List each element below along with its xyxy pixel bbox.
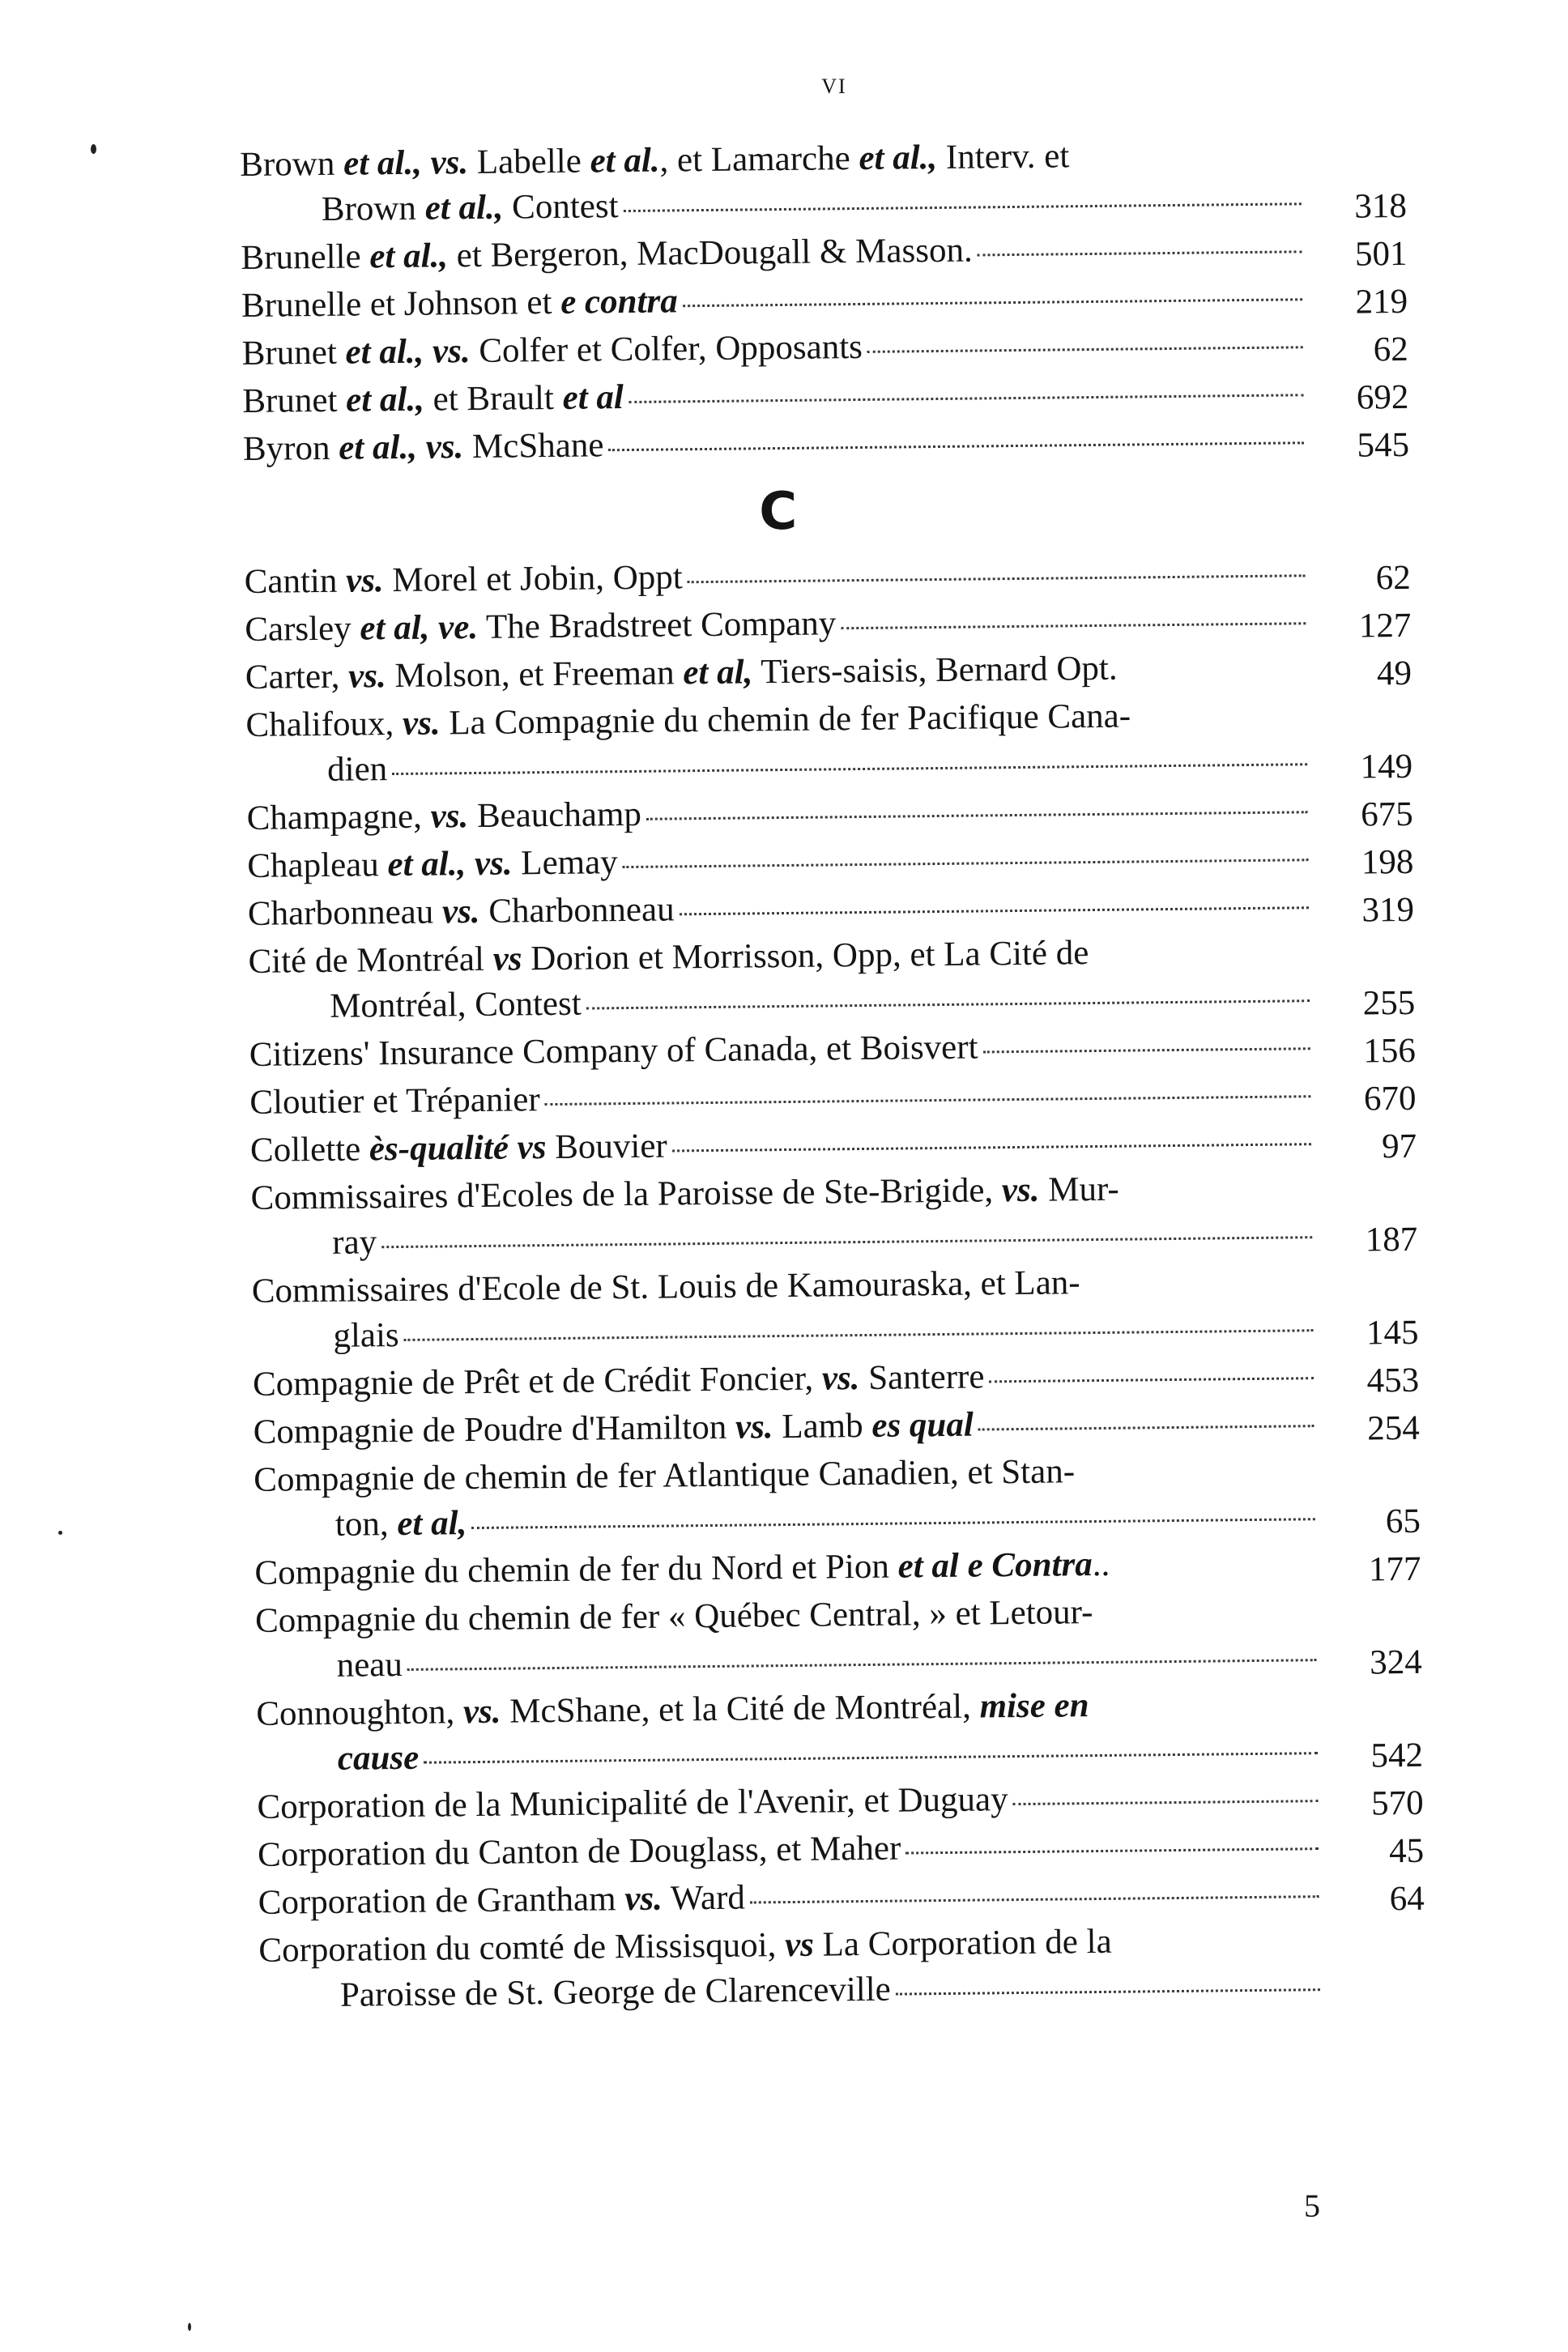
- entry-page-number: 254: [1366, 1408, 1420, 1448]
- entry-line: [257, 1774, 1327, 1830]
- entry-page-number: 187: [1365, 1220, 1418, 1259]
- entry-line: [249, 1021, 1319, 1078]
- entry-italic-text: et al,: [397, 1504, 467, 1544]
- entry-text: [253, 1403, 974, 1455]
- entry-italic-text: vs.: [474, 844, 513, 884]
- dot-leader: [407, 1659, 1317, 1671]
- entry-italic-text: vs.: [735, 1408, 773, 1447]
- entry-text-run: Chalifoux,: [245, 704, 403, 744]
- entry-text-run: [429, 608, 438, 646]
- entry-page-number: 62: [1373, 330, 1408, 369]
- entry-page-number: 198: [1361, 842, 1414, 882]
- dot-leader: [750, 1895, 1319, 1903]
- entry-line: [245, 644, 1315, 701]
- entry-italic-text: vs.: [425, 428, 464, 467]
- entry-text: [338, 1736, 420, 1782]
- dot-leader: [586, 999, 1310, 1009]
- entry-italic-text: vs.: [1001, 1170, 1040, 1210]
- entry-page-number: 570: [1370, 1783, 1424, 1823]
- entry-line: [253, 1399, 1323, 1455]
- entry-page-number: 670: [1363, 1079, 1417, 1118]
- entry-italic-text: et al: [562, 378, 624, 417]
- entry-text: [240, 134, 1070, 188]
- entry-page-number: 177: [1368, 1549, 1421, 1589]
- entry-text-run: ray: [331, 1223, 377, 1262]
- entry-text-run: Corporation de Grantham: [258, 1880, 625, 1922]
- entry-line: [253, 1351, 1323, 1408]
- entry-italic-text: vs.: [624, 1879, 663, 1919]
- entry-text-run: Compagnie de Prêt et de Crédit Foncier,: [252, 1359, 823, 1404]
- entry-text: [340, 1967, 891, 2018]
- dot-leader: [841, 622, 1306, 629]
- entry-text: [333, 1313, 399, 1359]
- entry-text-run: Brown: [240, 144, 344, 184]
- entry-italic-text: et al,: [683, 653, 753, 692]
- entry-text-run: Chapleau: [247, 846, 388, 885]
- dot-leader: [680, 906, 1309, 915]
- entry-text: [250, 1124, 667, 1174]
- entry-italic-text: vs.: [821, 1359, 860, 1398]
- entry-text-run: Connoughton,: [256, 1693, 464, 1733]
- index-entry: [258, 1916, 1425, 2019]
- entry-line: [246, 785, 1316, 842]
- entry-text-run: Brunelle et Johnson et: [241, 283, 561, 325]
- entry-line: [242, 368, 1312, 424]
- dot-leader: [404, 1329, 1314, 1341]
- entry-page-number: 64: [1389, 1879, 1425, 1919]
- entry-text: [256, 1683, 1089, 1737]
- entry-text-run: Cantin: [244, 561, 347, 601]
- margin-speck: [58, 1531, 62, 1535]
- entry-text-run: [466, 845, 475, 883]
- entry-text-run: Lamb: [773, 1406, 872, 1447]
- dot-leader: [471, 1518, 1315, 1529]
- entry-italic-text: et al.,: [424, 188, 504, 228]
- dot-leader: [989, 1377, 1314, 1383]
- entry-page-number: 49: [1376, 654, 1412, 693]
- entry-italic-text: et al.,: [343, 143, 423, 183]
- dot-leader: [392, 763, 1307, 775]
- entry-text: [245, 601, 837, 653]
- margin-speck: [91, 144, 96, 154]
- entry-text: [257, 1777, 1008, 1830]
- entry-line: [241, 320, 1311, 377]
- entry-text-run: Tiers-saisis, Bernard Opt.: [752, 649, 1118, 692]
- entry-text-run: Collette: [249, 1130, 370, 1170]
- entry-text: [241, 325, 863, 377]
- entry-text-run: ton,: [334, 1505, 398, 1544]
- entry-page-number: 675: [1361, 795, 1414, 834]
- entry-italic-text: ve.: [437, 607, 479, 647]
- corner-mark: 5: [1304, 2188, 1320, 2224]
- dot-leader: [905, 1847, 1319, 1854]
- entry-text-run: Charbonneau: [247, 893, 443, 933]
- entry-text: [254, 1542, 1110, 1596]
- entry-text: [243, 423, 604, 472]
- entry-text: [245, 646, 1118, 701]
- entry-italic-text: vs.: [441, 892, 480, 931]
- entry-text: [255, 1590, 1093, 1644]
- index-entry: [254, 1446, 1421, 1549]
- entry-text: [245, 694, 1131, 748]
- entry-text-run: ..: [1092, 1545, 1110, 1584]
- entry-text-run: Carter,: [245, 657, 349, 697]
- entry-text: [244, 555, 683, 605]
- dot-leader: [688, 574, 1306, 583]
- entry-line: [241, 224, 1310, 281]
- index-entry: [245, 691, 1412, 794]
- dot-leader: [867, 346, 1303, 353]
- entry-text-run: Montréal, Contest: [329, 984, 582, 1025]
- entry-text: [332, 1220, 377, 1266]
- index-section-c: [244, 548, 1425, 2019]
- entry-text-run: et Bergeron, MacDougall & Masson.: [447, 231, 973, 275]
- entry-page-number: 145: [1366, 1313, 1419, 1353]
- entry-text-run: Lemay: [512, 843, 618, 883]
- entry-text-run: Compagnie de chemin de fer Atlantique Canadien, et Stan-: [254, 1452, 1076, 1499]
- entry-page-number: 542: [1370, 1736, 1424, 1775]
- entry-line: [241, 272, 1311, 329]
- entry-text-run: glais: [333, 1316, 399, 1355]
- entry-text: [250, 1167, 1119, 1221]
- entry-line: [249, 1069, 1319, 1126]
- entry-text: [249, 1077, 540, 1126]
- entry-text-run: neau: [336, 1646, 403, 1685]
- entry-page-number: 318: [1354, 186, 1408, 226]
- dot-leader: [545, 1095, 1311, 1106]
- entry-text-run: Charbonneau: [479, 890, 675, 931]
- entry-text-run: McShane: [463, 426, 604, 467]
- entry-text: [327, 747, 388, 793]
- index-entry: [255, 1587, 1422, 1689]
- dot-leader: [1013, 1800, 1319, 1805]
- entry-text: [258, 1920, 1112, 1974]
- entry-text-run: Bouvier: [546, 1127, 667, 1167]
- entry-text-run: Ward: [662, 1878, 746, 1918]
- entry-line: [245, 596, 1314, 653]
- entry-text-run: Paroisse de St. George de Clarenceville: [339, 1970, 892, 2014]
- entry-text-run: La Corporation de la: [813, 1922, 1112, 1964]
- entry-italic-text: vs.: [432, 332, 471, 371]
- entry-page-number: 45: [1388, 1831, 1425, 1871]
- entry-page-number: 692: [1356, 377, 1409, 417]
- entry-page-number: 156: [1363, 1031, 1417, 1071]
- entry-text: [336, 1643, 403, 1689]
- entry-text-run: Cité de Montréal: [248, 940, 493, 981]
- entry-text-run: Labelle: [467, 142, 590, 182]
- entry-text-run: Morel et Jobin, Oppt: [383, 558, 683, 600]
- dot-leader: [624, 202, 1302, 212]
- entry-page-number: 219: [1355, 282, 1408, 322]
- entry-text-run: The Bradstreet Company: [477, 604, 837, 646]
- entry-text-run: La Compagnie du chemin de fer Pacifique Cana-: [440, 697, 1131, 743]
- entry-text-run: dien: [326, 750, 388, 789]
- entry-text-run: Cloutier et Trépanier: [249, 1080, 540, 1122]
- entry-page-number: 62: [1375, 558, 1411, 598]
- index-column: [240, 130, 1425, 2022]
- entry-text: [246, 792, 641, 842]
- entry-page-number: 319: [1361, 890, 1415, 930]
- entry-text: [241, 228, 973, 281]
- entry-italic-text: et al e Contra: [897, 1545, 1093, 1586]
- entry-text-run: Commissaires d'Ecoles de la Paroisse de Ste-Brigide,: [250, 1171, 1003, 1217]
- entry-line: [258, 1869, 1327, 1926]
- entry-italic-text: et al.,: [345, 332, 424, 372]
- index-entry: [250, 1164, 1417, 1267]
- dot-leader: [646, 811, 1308, 820]
- entry-italic-text: e contra: [560, 282, 678, 322]
- index-entry: [252, 1257, 1419, 1360]
- entry-text-run: Brown: [321, 189, 425, 228]
- entry-text: [247, 840, 618, 889]
- dot-leader: [424, 1752, 1318, 1764]
- entry-page-number: 501: [1354, 234, 1408, 274]
- dot-leader: [628, 394, 1303, 403]
- index-entry: [243, 415, 1410, 472]
- entry-text: [253, 1354, 985, 1407]
- entry-text: [254, 1449, 1075, 1503]
- dot-leader: [978, 1425, 1314, 1430]
- entry-text-run: Santerre: [859, 1357, 985, 1398]
- entry-page-number: 97: [1381, 1127, 1417, 1166]
- entry-line: [258, 1822, 1327, 1878]
- entry-line: [254, 1540, 1324, 1596]
- entry-text-run: Compagnie de Poudre d'Hamilton: [253, 1408, 736, 1451]
- entry-italic-text: et al,: [360, 608, 430, 648]
- entry-text-run: Byron: [242, 428, 339, 468]
- entry-italic-text: et al.,: [369, 236, 449, 276]
- dot-leader: [623, 859, 1309, 868]
- entry-text-run: Compagnie du chemin de fer « Québec Central, » et Letour-: [254, 1593, 1093, 1640]
- entry-text: [252, 1260, 1080, 1314]
- index-entry: [240, 130, 1407, 233]
- entry-italic-text: et al.,: [345, 380, 425, 420]
- entry-text-run: Carsley: [245, 609, 360, 649]
- entry-text-run: McShane, et la Cité de Montréal,: [501, 1687, 980, 1731]
- dot-leader: [672, 1143, 1311, 1152]
- entry-text-run: Colfer et Colfer, Opposants: [470, 327, 863, 371]
- entry-text-run: Beauchamp: [467, 795, 642, 836]
- entry-text-run: Brunelle: [241, 237, 370, 277]
- entry-italic-text: vs.: [347, 657, 386, 696]
- entry-text-run: Mur-: [1039, 1170, 1119, 1209]
- entry-text: [249, 1025, 978, 1078]
- entry-text-run: Brunet: [242, 381, 347, 420]
- entry-text: [258, 1876, 745, 1926]
- entry-page-number: 255: [1362, 983, 1416, 1023]
- entry-text-run: et Brault: [424, 378, 563, 419]
- entry-line: [247, 833, 1317, 889]
- entry-page-number: 149: [1360, 747, 1413, 786]
- entry-text-run: Interv. et: [936, 137, 1070, 177]
- page-folio: VI: [821, 75, 847, 98]
- entry-line: [250, 1117, 1320, 1174]
- entry-italic-text: vs.: [430, 797, 469, 836]
- dot-leader: [683, 298, 1302, 307]
- entry-italic-text: cause: [337, 1738, 420, 1778]
- entry-text-run: Contest: [503, 187, 619, 227]
- entry-text: [330, 982, 582, 1029]
- dot-leader: [608, 441, 1304, 451]
- margin-speck: [188, 2323, 191, 2331]
- entry-line: [244, 548, 1314, 605]
- entry-text-run: Dorion et Morrisson, Opp, et La Cité de: [522, 934, 1089, 978]
- entry-italic-text: es qual: [871, 1405, 974, 1445]
- entry-text: [335, 1501, 467, 1548]
- entry-page-number: 545: [1357, 425, 1410, 465]
- entry-text-run: Champagne,: [246, 797, 431, 837]
- entry-line: [248, 880, 1318, 937]
- entry-page-number: 324: [1369, 1643, 1422, 1682]
- dot-leader: [896, 1988, 1320, 1995]
- entry-italic-text: vs.: [430, 143, 469, 182]
- entry-page-number: 65: [1385, 1502, 1421, 1541]
- entry-text-run: Corporation du comté de Missisquoi,: [258, 1926, 786, 1970]
- dot-leader: [381, 1236, 1312, 1248]
- entry-text-run: Corporation du Canton de Douglass, et Maher: [257, 1829, 901, 1874]
- entry-italic-text: et al.: [590, 141, 660, 181]
- entry-italic-text: vs.: [345, 561, 384, 600]
- entry-text-run: , et Lamarche: [659, 138, 859, 180]
- entry-text-run: [417, 428, 426, 467]
- entry-text: [258, 1826, 901, 1878]
- section-letter-heading: C: [758, 481, 798, 543]
- index-entry: [256, 1680, 1423, 1783]
- entry-italic-text: vs.: [462, 1692, 501, 1732]
- entry-text-run: Corporation de la Municipalité de l'Avenir, et Duguay: [257, 1780, 1008, 1826]
- entry-page-number: [1336, 2015, 1425, 2016]
- entry-text-run: Molson, et Freeman: [386, 654, 684, 696]
- entry-italic-text: vs: [784, 1925, 815, 1965]
- entry-line: [243, 415, 1313, 472]
- index-entry: [248, 927, 1415, 1030]
- entry-page-number: 127: [1358, 606, 1412, 646]
- entry-italic-text: mise en: [979, 1686, 1089, 1726]
- entry-italic-text: ès-qualité vs: [369, 1128, 547, 1169]
- entry-text-run: Commissaires d'Ecole de St. Louis de Kamouraska, et Lan-: [251, 1263, 1080, 1310]
- entry-page-number: 453: [1366, 1361, 1420, 1400]
- entry-text: [322, 184, 619, 232]
- index-section-b: [240, 130, 1409, 472]
- entry-italic-text: vs: [492, 940, 522, 978]
- entry-italic-text: et al.,: [387, 845, 467, 884]
- entry-italic-text: et al.,: [859, 138, 938, 177]
- entry-text: [248, 887, 675, 937]
- entry-text-run: Compagnie du chemin de fer du Nord et Pion: [254, 1547, 898, 1592]
- dot-leader: [978, 250, 1302, 256]
- entry-italic-text: et al.,: [338, 428, 418, 467]
- entry-text-run: Citizens' Insurance Company of Canada, et Boisvert: [249, 1028, 978, 1074]
- entry-text: [242, 375, 624, 424]
- entry-text: [241, 279, 678, 329]
- dot-leader: [983, 1047, 1310, 1053]
- entry-text-run: Brunet: [241, 333, 346, 373]
- entry-italic-text: vs.: [402, 704, 441, 743]
- entry-text: [248, 931, 1089, 985]
